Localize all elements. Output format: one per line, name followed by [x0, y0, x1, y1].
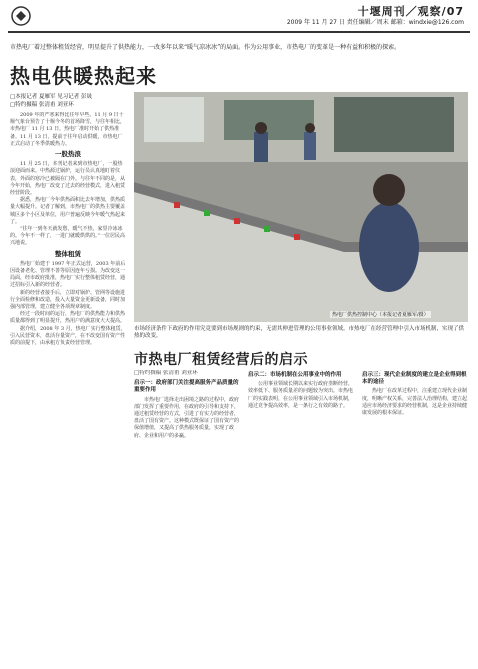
page-header [0, 0, 478, 34]
paragraph: 据介绍，2008 年 3 月，热电厂实行整体租赁，引入民营资本，盘活存量资产，在不改变国有资产性质的前提下，由承租方负责经营管理。 [10, 325, 126, 347]
newspaper-logo-icon [10, 5, 32, 27]
paragraph: “往年一到冬天就发愁，暖气不热，家里冷冰冰的。今年不一样了，一进门就暖烘烘的。”一位居民高兴地说。 [10, 226, 126, 247]
header-rule [8, 31, 470, 33]
paragraph: 市热电厂选择走出困境之路的过程中，政府部门发挥了重要作用，在政府的引导和支持下，通过租赁经营的方式，引进了有实力的经营者，盘活了国有资产。这种模式既保证了国有资产的保值增值，又提高了供热服务质量，实现了政府、企业和用户的多赢。 [134, 396, 240, 439]
second-article-lead: 市场经济条件下政府的作用究竟要到市场规则的约束，无需其伸进管理的公用事业领域。市热电厂在经营管理中引入市场机制，实现了供热的改变。 [134, 326, 465, 340]
article-column-1 [10, 112, 126, 662]
paragraph: 11 月 25 日，本刊记者来到市热电厂，一股热浪迎面而来。中热源过锅炉，运行员认真地盯着仪表，外面的寒冷已被隔在门外。与往年不同的是，从今年开始，热电厂改变了过去的经营模式，进入租赁经营阶段。 [10, 161, 126, 197]
paragraph: 热电厂在改革过程中，注重建立现代企业制度，明晰产权关系，完善法人治理结构，建立起适应市场经济要求的经营机制，这是企业持续健康发展的根本保证。 [362, 388, 468, 417]
second-article-column-1 [134, 370, 240, 662]
article-headline: 热电供暖热起来 [10, 64, 157, 88]
byline: □特约撰稿 张清甫 刘亚环 [134, 370, 198, 376]
photo-illustration [134, 92, 468, 322]
paragraph: 新的经营者接手后，立即对锅炉、管网等设施进行全面检修和改造，投入大量资金更新设备，同时加强内部管理，建立健全各项规章制度。 [10, 289, 126, 311]
second-article-column-2 [248, 370, 354, 662]
control-room-photo [134, 92, 468, 322]
section-heading: 启示二：市场机制在公用事业中的作用 [248, 372, 342, 378]
paragraph: 热电厂始建于 1997 年正式运营，2003 年前后因设备老化、管理不善等原因连年亏损。为改变这一局面，经市政府批准，热电厂实行整体租赁经营，通过招标引入新的经营者。 [10, 260, 126, 289]
photo-caption: 热电厂供热控制中心（本报记者夏雁军/摄） [332, 312, 429, 318]
paragraph: 据悉，热电厂今年供热面积比去年增加，供热质量大幅提升。记者了解到，市热电厂的供热主要覆盖城区多个小区及单位，用户普遍反映今年暖气热起来了。 [10, 197, 126, 225]
paragraph: 2009 年的严寒来得比往年早些。11 月 9 日十堰气象台预告了十堰今冬的首场降雪，与往年相比，市热电厂 11 月 13 日，热电厂准时开始了供热准备。11 月 13 日，提前于往年启动供暖，市热电厂正式启动了冬季供暖热力。 [10, 112, 126, 147]
byline-line: □特约摄稿 张清甫 刘亚环 [10, 101, 74, 108]
paragraph: 经过一段时间的运行，热电厂的供热能力和供热质量都得到了明显提升，热用户的满意度大大提高。 [10, 311, 126, 325]
second-article-column-3 [362, 370, 468, 662]
section-heading: 启示一：政府部门关注提高服务产品质量的重要作用 [134, 380, 239, 394]
issue-meta: 2009 年 11 月 27 日 责任编辑／周末 邮箱：windxie@126.com [286, 19, 464, 26]
subheading: 整体租赁 [55, 249, 81, 258]
paper-title: 十堰周刊／观察/07 [357, 5, 464, 18]
byline [10, 94, 126, 109]
paragraph: 公用事业领域长期以来实行政府垄断经营，效率低下、服务质量差的问题较为突出。市热电厂的实践表明，在公用事业领域引入市场机制，通过竞争提高效率，是一条行之有效的路子。 [248, 381, 354, 409]
byline-line: □本报记者 夏雁军 见习记者 彭晟 [10, 94, 92, 100]
second-article-headline: 市热电厂租赁经营后的启示 [134, 352, 308, 368]
subheading: 一股热浪 [55, 150, 81, 159]
section-heading: 启示三：现代企业制度的建立是企业得到根本的途径 [362, 372, 467, 386]
article-lead: 市热电厂着过整体租赁经营，明星提升了供热能力，一改多年以来“暖气凉冰冰”的局面。作为公用事业，市热电厂的变革是一种有益和积极的探索。 [10, 44, 401, 51]
